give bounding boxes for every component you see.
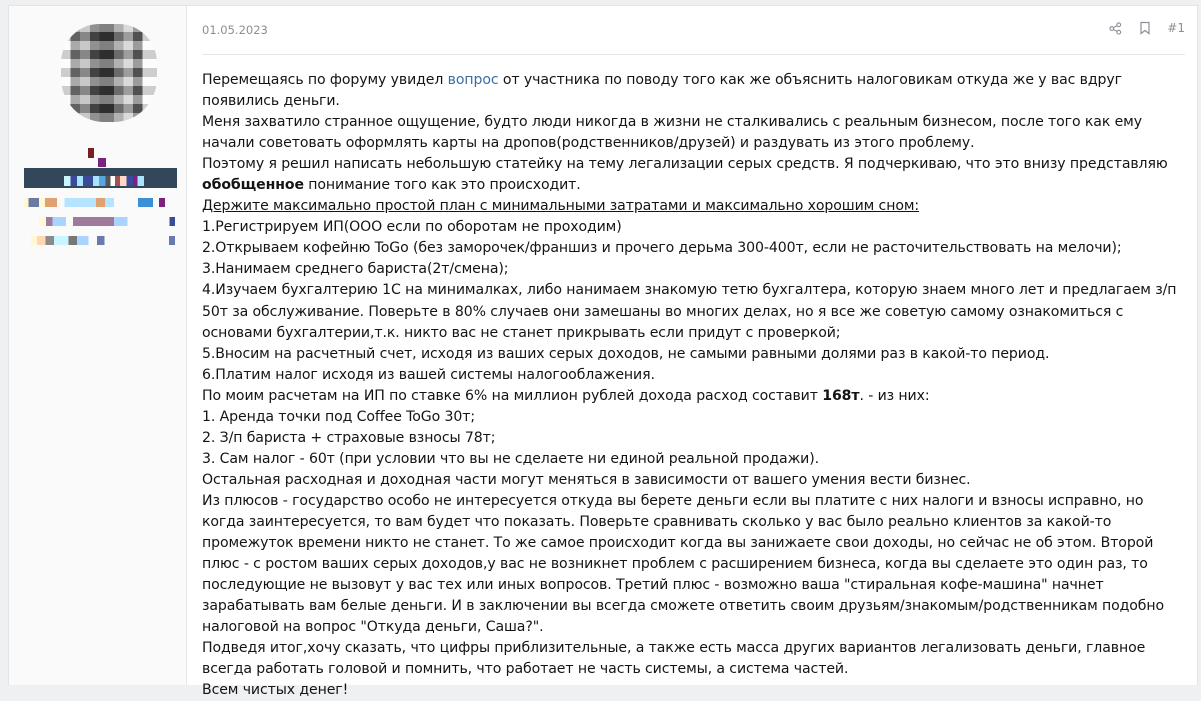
question-link[interactable]: вопрос (447, 72, 499, 88)
plan-step: 6.Платим налог исходя из вашей системы налогооблажения. (202, 366, 655, 383)
share-icon[interactable] (1107, 20, 1123, 36)
obscured-username (64, 176, 144, 186)
post-actions (1107, 20, 1185, 36)
author-stat-line-obscured (24, 198, 174, 207)
calculation-paragraph: По моим расчетам на ИП по ставке 6% на миллион рублей дохода расход составит 168т. - из них: (202, 387, 930, 404)
plan-step: 2.Открываем кофейню ToGo (без заморочек/франшиз и прочего дерьма 300-400т, если не расточительствовать на мелочи); (202, 240, 1122, 257)
paragraph: Остальная расходная и доходная части могут меняться в зависимости от вашего умения вести бизнес. (202, 471, 971, 488)
plan-step: 5.Вносим на расчетный счет, исходя из ваших серых доходов, не самыми равными долями раз в какой-то период. (202, 345, 1050, 362)
post-date[interactable]: 01.05.2023 (202, 23, 268, 37)
plan-heading: Держите максимально простой план с минимальными затратами и максимально хорошим сном: (202, 198, 920, 215)
cost-item: 3. Сам налог - 60т (при условии что вы не сделаете ни единой реальной продажи). (202, 450, 820, 467)
paragraph: Меня захватило странное ощущение, будто люди никогда в жизни не сталкивались с реальным бизнесом, после того как ему начали советовать оформлять карты на дропов(родственников/друзей) и раздувать из этого проблему. (202, 114, 1142, 152)
author-badge-icon-2 (98, 158, 106, 167)
paragraph: Подведя итог,хочу сказать, что цифры приблизительные, а также есть масса других вариантов легализовать деньги, главное всегда работать головой и помнить, что работает не часть системы, а система частей. (202, 640, 1146, 678)
bookmark-icon[interactable] (1137, 20, 1153, 36)
post-body (202, 70, 1187, 701)
post-author-sidebar (9, 6, 187, 685)
post-main (187, 6, 1197, 699)
author-badge-icon (88, 148, 94, 158)
total-cost: 168т (822, 387, 860, 404)
paragraph-intro: Перемещаясь по форуму увидел вопрос от участника по поводу того как же объяснить налоговикам откуда же у вас вдруг появились деньги. (202, 72, 1122, 110)
cost-item: 1. Аренда точки под Coffee ToGo 30т; (202, 408, 475, 425)
author-stat-line-obscured (39, 217, 175, 226)
author-avatar[interactable] (61, 24, 157, 122)
bold-text: обобщенное (202, 177, 304, 194)
paragraph: Поэтому я решил написать небольшую статейку на тему легализации серых средств. Я подчеркиваю, что это внизу представляю обобщенное понимание того как это происходит. (202, 156, 1168, 194)
author-username-banner[interactable] (24, 168, 177, 188)
plan-step: 3.Нанимаем среднего бариста(2т/смена); (202, 261, 509, 278)
plan-step: 1.Регистрируем ИП(ООО если по оборотам не проходим) (202, 219, 622, 236)
post-header (202, 6, 1185, 55)
forum-post (8, 5, 1198, 699)
author-stat-line-obscured (31, 236, 175, 245)
post-number-link[interactable]: #1 (1167, 21, 1185, 35)
cost-item: 2. З/п бариста + страховые взносы 78т; (202, 429, 496, 446)
paragraph-final: Всем чистых денег! (202, 682, 349, 699)
paragraph: Из плюсов - государство особо не интересуется откуда вы берете деньги если вы платите с них налоги и взносы исправно, но когда заинтересуется, то вам будет что показать. Поверьте сравнивать сколько у вас было реально клиентов за какой-то промежуток времени никто не станет. То же самое происходит когда вы занижаете свои доходы, но сейчас не об этом. Второй плюс - с ростом ваших серых доходов,у вас не возникнет проблем с расширением бизнеса, когда вы сделаете это один раз, то последующие не вызовут у вас тех или иных вопросов. Третий плюс - возможно ваша "стиральная кофе-машина" начнет зарабатывать вам белые деньги. И в заключении вы всегда сможете ответить своим друзьям/знакомым/родственникам подобно налоговой на вопрос "Откуда деньги, Саша?". (202, 492, 1165, 636)
plan-step: 4.Изучаем бухгалтерию 1С на минималках, либо нанимаем знакомую тетю бухгалтера, которую знаем много лет и предлагаем з/п 50т за обслуживание. Поверьте в 80% случаев они замешаны во многих делах, но я все же советую самому ознакомиться с основами бухгалтерии,т.к. никто вас не станет прикрывать если придут с проверкой; (202, 282, 1177, 341)
